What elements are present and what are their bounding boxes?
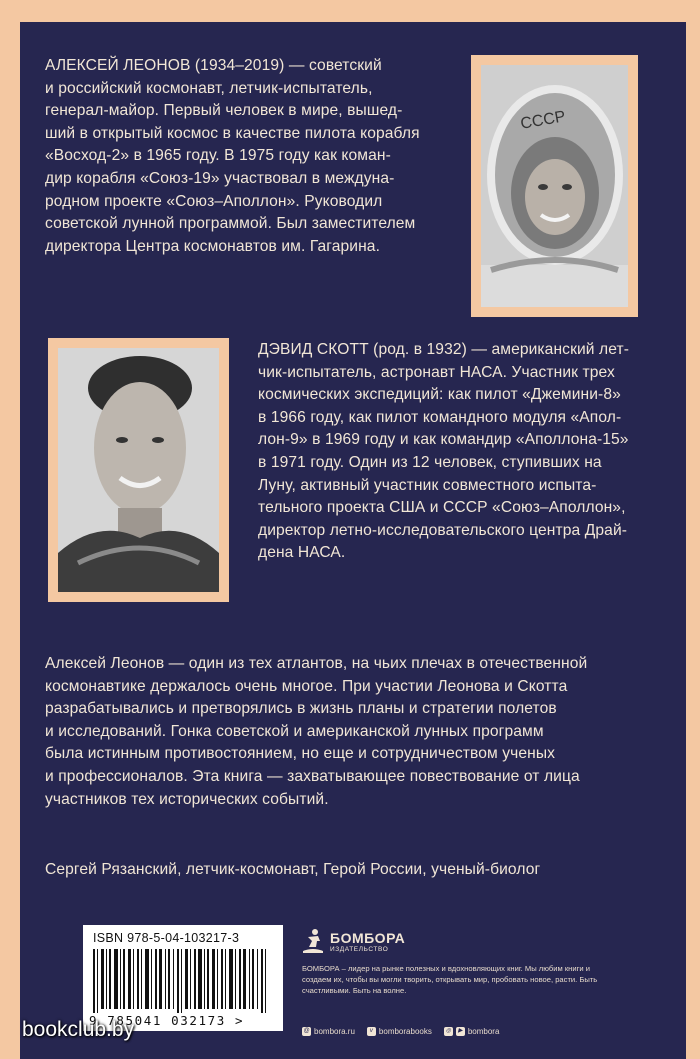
leonov-bio-line: «Восход-2» в 1965 году. В 1975 году как коман- [45, 147, 391, 165]
scott-photo-frame [48, 338, 229, 602]
testimonial-line: Алексей Леонов — один из тех атлантов, на чьих плечах в отечественной [45, 655, 588, 672]
helmet-cccp-text: СССР [519, 108, 567, 133]
scott-bio-line: в 1966 году, как пилот командного модуля «Апол- [258, 408, 622, 426]
leonov-bio-line: АЛЕКСЕЙ ЛЕОНОВ (1934–2019) — советский [45, 57, 382, 74]
vk-link[interactable] [367, 1027, 432, 1036]
testimonial-line: была истинным противостоянием, но еще и сотрудничеством ученых [45, 745, 556, 763]
scott-bio-line: Луну, активный участник совместного испыта- [258, 476, 597, 494]
publisher-description: БОМБОРА – лидер на рынке полезных и вдохновляющих книг. Мы любим книги и создаем их, чтобы вы могли творить, открывать мир, пробовать новое, расти. Быть счастливыми. Быть на волне. [302, 964, 598, 995]
scott-bio-line: космических экспедиций: как пилот «Джемини-8» [258, 386, 621, 404]
testimonial-text [45, 653, 670, 811]
website-link[interactable] [302, 1027, 355, 1036]
leonov-bio-line: и российский космонавт, летчик-испытатель, [45, 79, 373, 97]
leonov-bio-line: ший в открытый космос в качестве пилота корабля [45, 124, 420, 142]
barcode-box [83, 925, 283, 1031]
scott-bio-line: дена НАСА. [258, 544, 346, 562]
publisher-subtitle: ИЗДАТЕЛЬСТВО [330, 945, 389, 953]
testimonial-line: и профессионалов. Эта книга — захватывающее повествование от лица [45, 767, 580, 785]
publisher-links [302, 1027, 499, 1036]
scott-bio-line: лон-9» в 1969 году и как командир «Аполлона-15» [258, 431, 629, 449]
scott-bio-line: ДЭВИД СКОТТ (род. в 1932) — американский лет- [258, 341, 630, 358]
leonov-bio-line: советской лунной программой. Был заместителем [45, 215, 416, 233]
publisher-name: БОМБОРА [330, 929, 406, 946]
globe-icon: @ [303, 1028, 310, 1034]
leonov-bio-line: генерал-майор. Первый человек в мире, вышед- [45, 102, 403, 120]
leonov-bio-line: дир корабля «Союз-19» участвовал в междуна- [45, 169, 395, 187]
scott-bio-line: тельного проекта США и СССР «Союз–Аполлон», [258, 499, 626, 517]
testimonial-line: участников тех исторических событий. [45, 790, 329, 808]
vk-icon: v [367, 1027, 376, 1036]
leonov-bio-line: директора Центра космонавтов им. Гагарина. [45, 237, 381, 255]
scott-photo [58, 348, 219, 592]
scott-bio-line: в 1971 году. Один из 12 человек, ступивших на [258, 453, 602, 471]
barcode-number: 9 785041 032173 > [89, 1013, 245, 1028]
leonov-bio [45, 55, 475, 258]
testimonial-author: Сергей Рязанский, летчик-космонавт, Герой России, ученый-биолог [45, 861, 541, 878]
scott-bio [258, 339, 678, 565]
watermark: bookclub.by [22, 1018, 135, 1041]
instagram-icon: ◎ [445, 1028, 451, 1034]
scott-bio-line: чик-испытатель, астронавт НАСА. Участник трех [258, 363, 615, 381]
book-back-cover [20, 22, 686, 1059]
barcode-image [93, 949, 273, 1013]
isbn-label: ISBN 978-5-04-103217-3 [93, 931, 240, 945]
youtube-icon: ▶ [456, 1027, 465, 1036]
social-link[interactable] [444, 1027, 500, 1036]
testimonial-line: космонавтике держалось очень многое. При участии Леонова и Скотта [45, 677, 568, 695]
leonov-photo [481, 65, 628, 307]
testimonial-line: разрабатывались и претворялись в жизнь планы и стратегии полетов [45, 700, 557, 718]
scott-bio-line: директор летно-исследовательского центра Драй- [258, 521, 628, 539]
leonov-photo-frame [471, 55, 638, 317]
testimonial-line: и исследований. Гонка советской и американской лунных программ [45, 722, 544, 740]
bombora-surfer-icon [302, 927, 324, 955]
vk-link-label: bomborabooks [378, 1027, 432, 1036]
leonov-bio-line: родном проекте «Союз–Аполлон». Руководил [45, 192, 383, 210]
leonov-photo-image [481, 65, 628, 307]
publisher-block [302, 927, 622, 1036]
social-link-label: bombora [467, 1027, 500, 1036]
scott-photo-image [58, 348, 219, 592]
publisher-logo [302, 927, 622, 955]
website-link-label: bombora.ru [314, 1027, 355, 1036]
